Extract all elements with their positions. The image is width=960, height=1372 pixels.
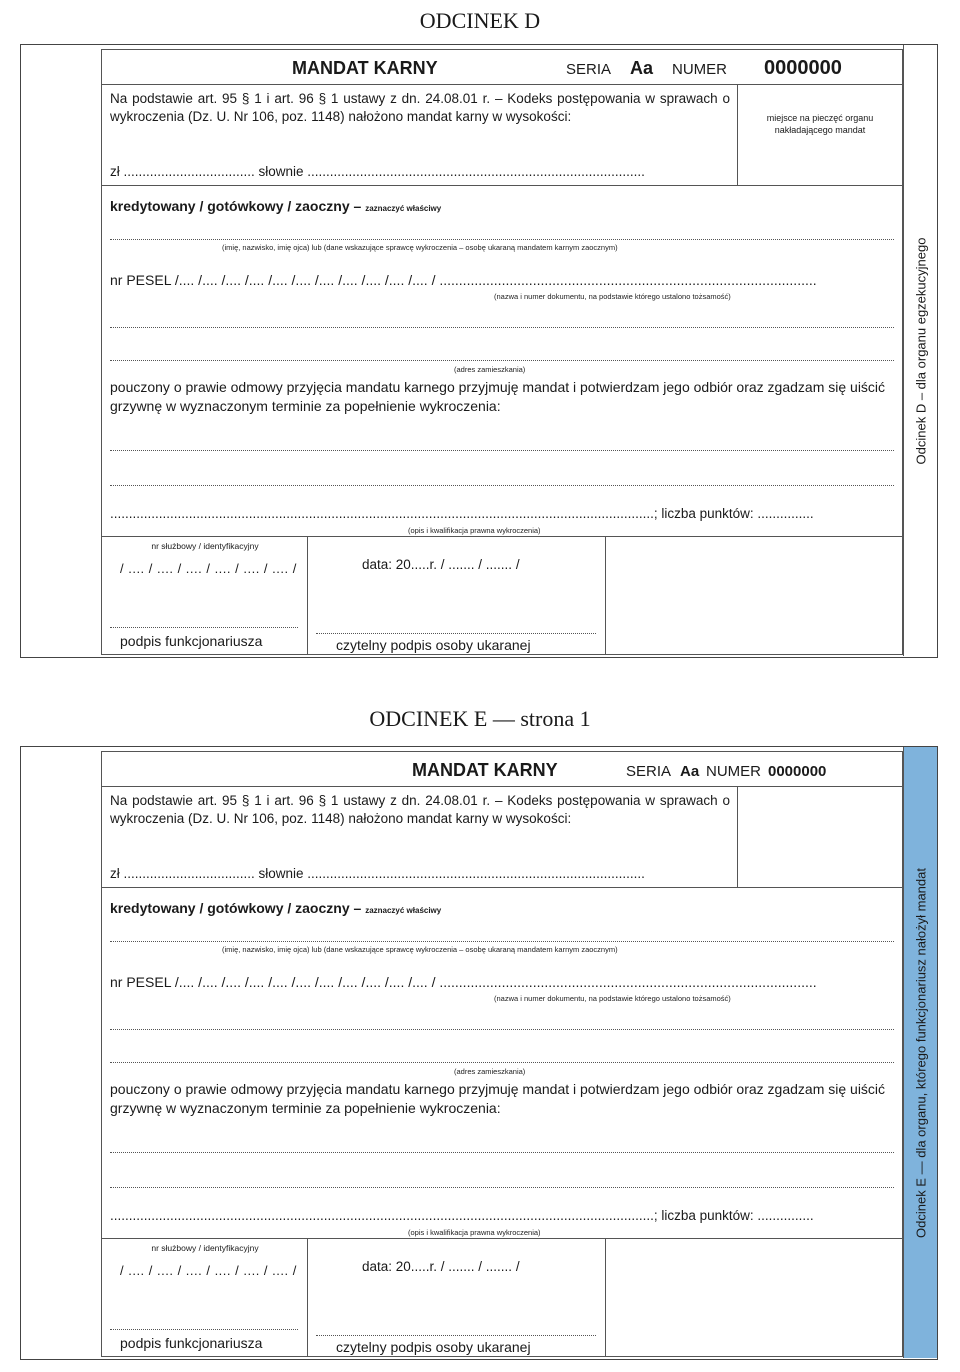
numer-label-d: NUMER	[672, 61, 727, 78]
ticket-type-d: kredytowany / gotówkowy / zaoczny –	[110, 198, 362, 214]
offender-sig-label-e: czytelny podpis osoby ukaranej	[336, 1339, 531, 1355]
document-field-e[interactable]	[110, 1029, 894, 1030]
intro-box-e	[102, 786, 738, 888]
officer-id-label-d: nr służbowy / identyfikacyjny	[151, 541, 259, 551]
form-title-e: MANDAT KARNY	[412, 760, 558, 780]
title-row-d	[102, 50, 902, 85]
offence-caption-d: (opis i kwalifikacja prawna wykroczenia)	[408, 526, 541, 535]
section-heading-e: ODCINEK E — strona 1	[369, 706, 591, 731]
numer-label-e: NUMER	[706, 763, 761, 780]
form-title-d: MANDAT KARNY	[292, 58, 438, 78]
signature-row-e	[102, 1238, 902, 1357]
name-field-d[interactable]	[110, 239, 894, 240]
ticket-type-line-e	[110, 900, 441, 916]
numer-value-e: 0000000	[768, 763, 827, 780]
officer-cell-d	[102, 537, 308, 655]
intro-box-d	[102, 84, 738, 186]
form-body-e	[101, 751, 903, 1357]
offence-caption-e: (opis i kwalifikacja prawna wykroczenia)	[408, 1228, 541, 1237]
side-strip-e	[903, 747, 937, 1358]
offender-sig-field-d[interactable]	[316, 633, 596, 634]
address-caption-e: (adres zamieszkania)	[454, 1067, 526, 1076]
signature-row-d	[102, 536, 902, 655]
legal-basis-text-d: Na podstawie art. 95 § 1 i art. 96 § 1 ustawy z dn. 24.08.01 r. – Kodeks postępowania w sprawach o wykroczenia (Dz. U. Nr 106, poz. 1148) nałożono mandat karny w wysokości:	[110, 91, 730, 124]
address-caption-d: (adres zamieszkania)	[454, 365, 526, 374]
stamp-box-d	[738, 84, 902, 186]
offence-field-2-e[interactable]	[110, 1187, 894, 1188]
pesel-line-d[interactable]: nr PESEL /.... /.... /.... /.... /.... /.... /.... /.... /.... /.... /.... / .................................................................................................	[110, 272, 817, 288]
officer-sig-label-d: podpis funkcjonariusza	[120, 633, 263, 649]
address-field-d[interactable]	[110, 360, 894, 361]
document-caption-d: (nazwa i numer dokumentu, na podstawie którego ustalono tożsamość)	[494, 292, 731, 301]
offence-field-1-e[interactable]	[110, 1152, 894, 1153]
statement-text-d: pouczony o prawie odmowy przyjęcia mandatu karnego przyjmuję mandat i potwierdzam jego odbiór oraz zgadzam się uiścić grzywnę w wyznaczonym terminie za popełnienie wykroczenia:	[110, 379, 886, 414]
form-body-d	[101, 49, 903, 655]
officer-sig-field-d[interactable]	[110, 627, 298, 628]
address-field-e[interactable]	[110, 1062, 894, 1063]
name-caption-e: (imię, nazwisko, imię ojca) lub (dane wskazujące sprawcę wykroczenia – osobę ukaraną mandatem karnym zaocznym)	[222, 945, 618, 954]
officer-id-field-d[interactable]: / .... / .... / .... / .... / .... / .... /	[120, 561, 297, 576]
offender-cell-e	[308, 1239, 606, 1357]
document-caption-e: (nazwa i numer dokumentu, na podstawie którego ustalono tożsamość)	[494, 994, 731, 1003]
points-line-d[interactable]: .................................................................................................................................................; liczba punktów: ...............	[110, 506, 814, 521]
statement-text-e: pouczony o prawie odmowy przyjęcia mandatu karnego przyjmuję mandat i potwierdzam jego odbiór oraz zgadzam się uiścić grzywnę w wyznaczonym terminie za popełnienie wykroczenia:	[110, 1081, 886, 1116]
legal-basis-text-e: Na podstawie art. 95 § 1 i art. 96 § 1 ustawy z dn. 24.08.01 r. – Kodeks postępowania w sprawach o wykroczenia (Dz. U. Nr 106, poz. 1148) nałożono mandat karny w wysokości:	[110, 793, 730, 826]
stamp-caption-d: miejsce na pieczęć organu nakładającego mandat	[766, 113, 874, 135]
amount-line-e[interactable]: zł ................................... słownie ..........................................................................................	[110, 866, 645, 881]
seria-label-d: SERIA	[566, 61, 612, 78]
document-field-d[interactable]	[110, 327, 894, 328]
ticket-type-line-d	[110, 198, 441, 214]
ticket-form-d	[20, 44, 938, 658]
ticket-type-hint-e: zaznaczyć właściwy	[365, 906, 442, 915]
side-label-e: Odcinek E — dla organu, którego funkcjonariusz nałożył mandat	[913, 868, 929, 1238]
officer-sig-field-e[interactable]	[110, 1329, 298, 1330]
officer-cell-e	[102, 1239, 308, 1357]
ticket-form-e	[20, 746, 938, 1360]
section-heading-d: ODCINEK D	[419, 8, 541, 33]
amount-line-d[interactable]: zł ................................... słownie ..........................................................................................	[110, 164, 645, 179]
seria-value-e: Aa	[680, 763, 700, 780]
officer-id-field-e[interactable]: / .... / .... / .... / .... / .... / .... /	[120, 1263, 297, 1278]
offender-cell-d	[308, 537, 606, 655]
seria-value-d: Aa	[630, 58, 654, 78]
seria-label-e: SERIA	[626, 763, 672, 780]
date-field-e[interactable]: data: 20.....r. / ....... / ....... /	[362, 1259, 520, 1274]
side-strip-d	[903, 45, 937, 656]
stamp-box-e	[738, 786, 902, 888]
pesel-line-e[interactable]: nr PESEL /.... /.... /.... /.... /.... /.... /.... /.... /.... /.... /.... / .................................................................................................	[110, 974, 817, 990]
ticket-type-hint-d: zaznaczyć właściwy	[365, 204, 442, 213]
officer-sig-label-e: podpis funkcjonariusza	[120, 1335, 263, 1351]
name-caption-d: (imię, nazwisko, imię ojca) lub (dane wskazujące sprawcę wykroczenia – osobę ukaraną mandatem karnym zaocznym)	[222, 243, 618, 252]
numer-value-d: 0000000	[764, 57, 842, 79]
offender-sig-label-d: czytelny podpis osoby ukaranej	[336, 637, 531, 653]
offence-field-1-d[interactable]	[110, 450, 894, 451]
name-field-e[interactable]	[110, 941, 894, 942]
offence-field-2-d[interactable]	[110, 485, 894, 486]
officer-id-label-e: nr służbowy / identyfikacyjny	[151, 1243, 259, 1253]
offender-sig-field-e[interactable]	[316, 1335, 596, 1336]
ticket-type-e: kredytowany / gotówkowy / zaoczny –	[110, 900, 362, 916]
side-label-d: Odcinek D – dla organu egzekucyjnego	[913, 237, 929, 465]
date-field-d[interactable]: data: 20.....r. / ....... / ....... /	[362, 557, 520, 572]
title-row-e	[102, 752, 902, 787]
points-line-e[interactable]: .................................................................................................................................................; liczba punktów: ...............	[110, 1208, 814, 1223]
